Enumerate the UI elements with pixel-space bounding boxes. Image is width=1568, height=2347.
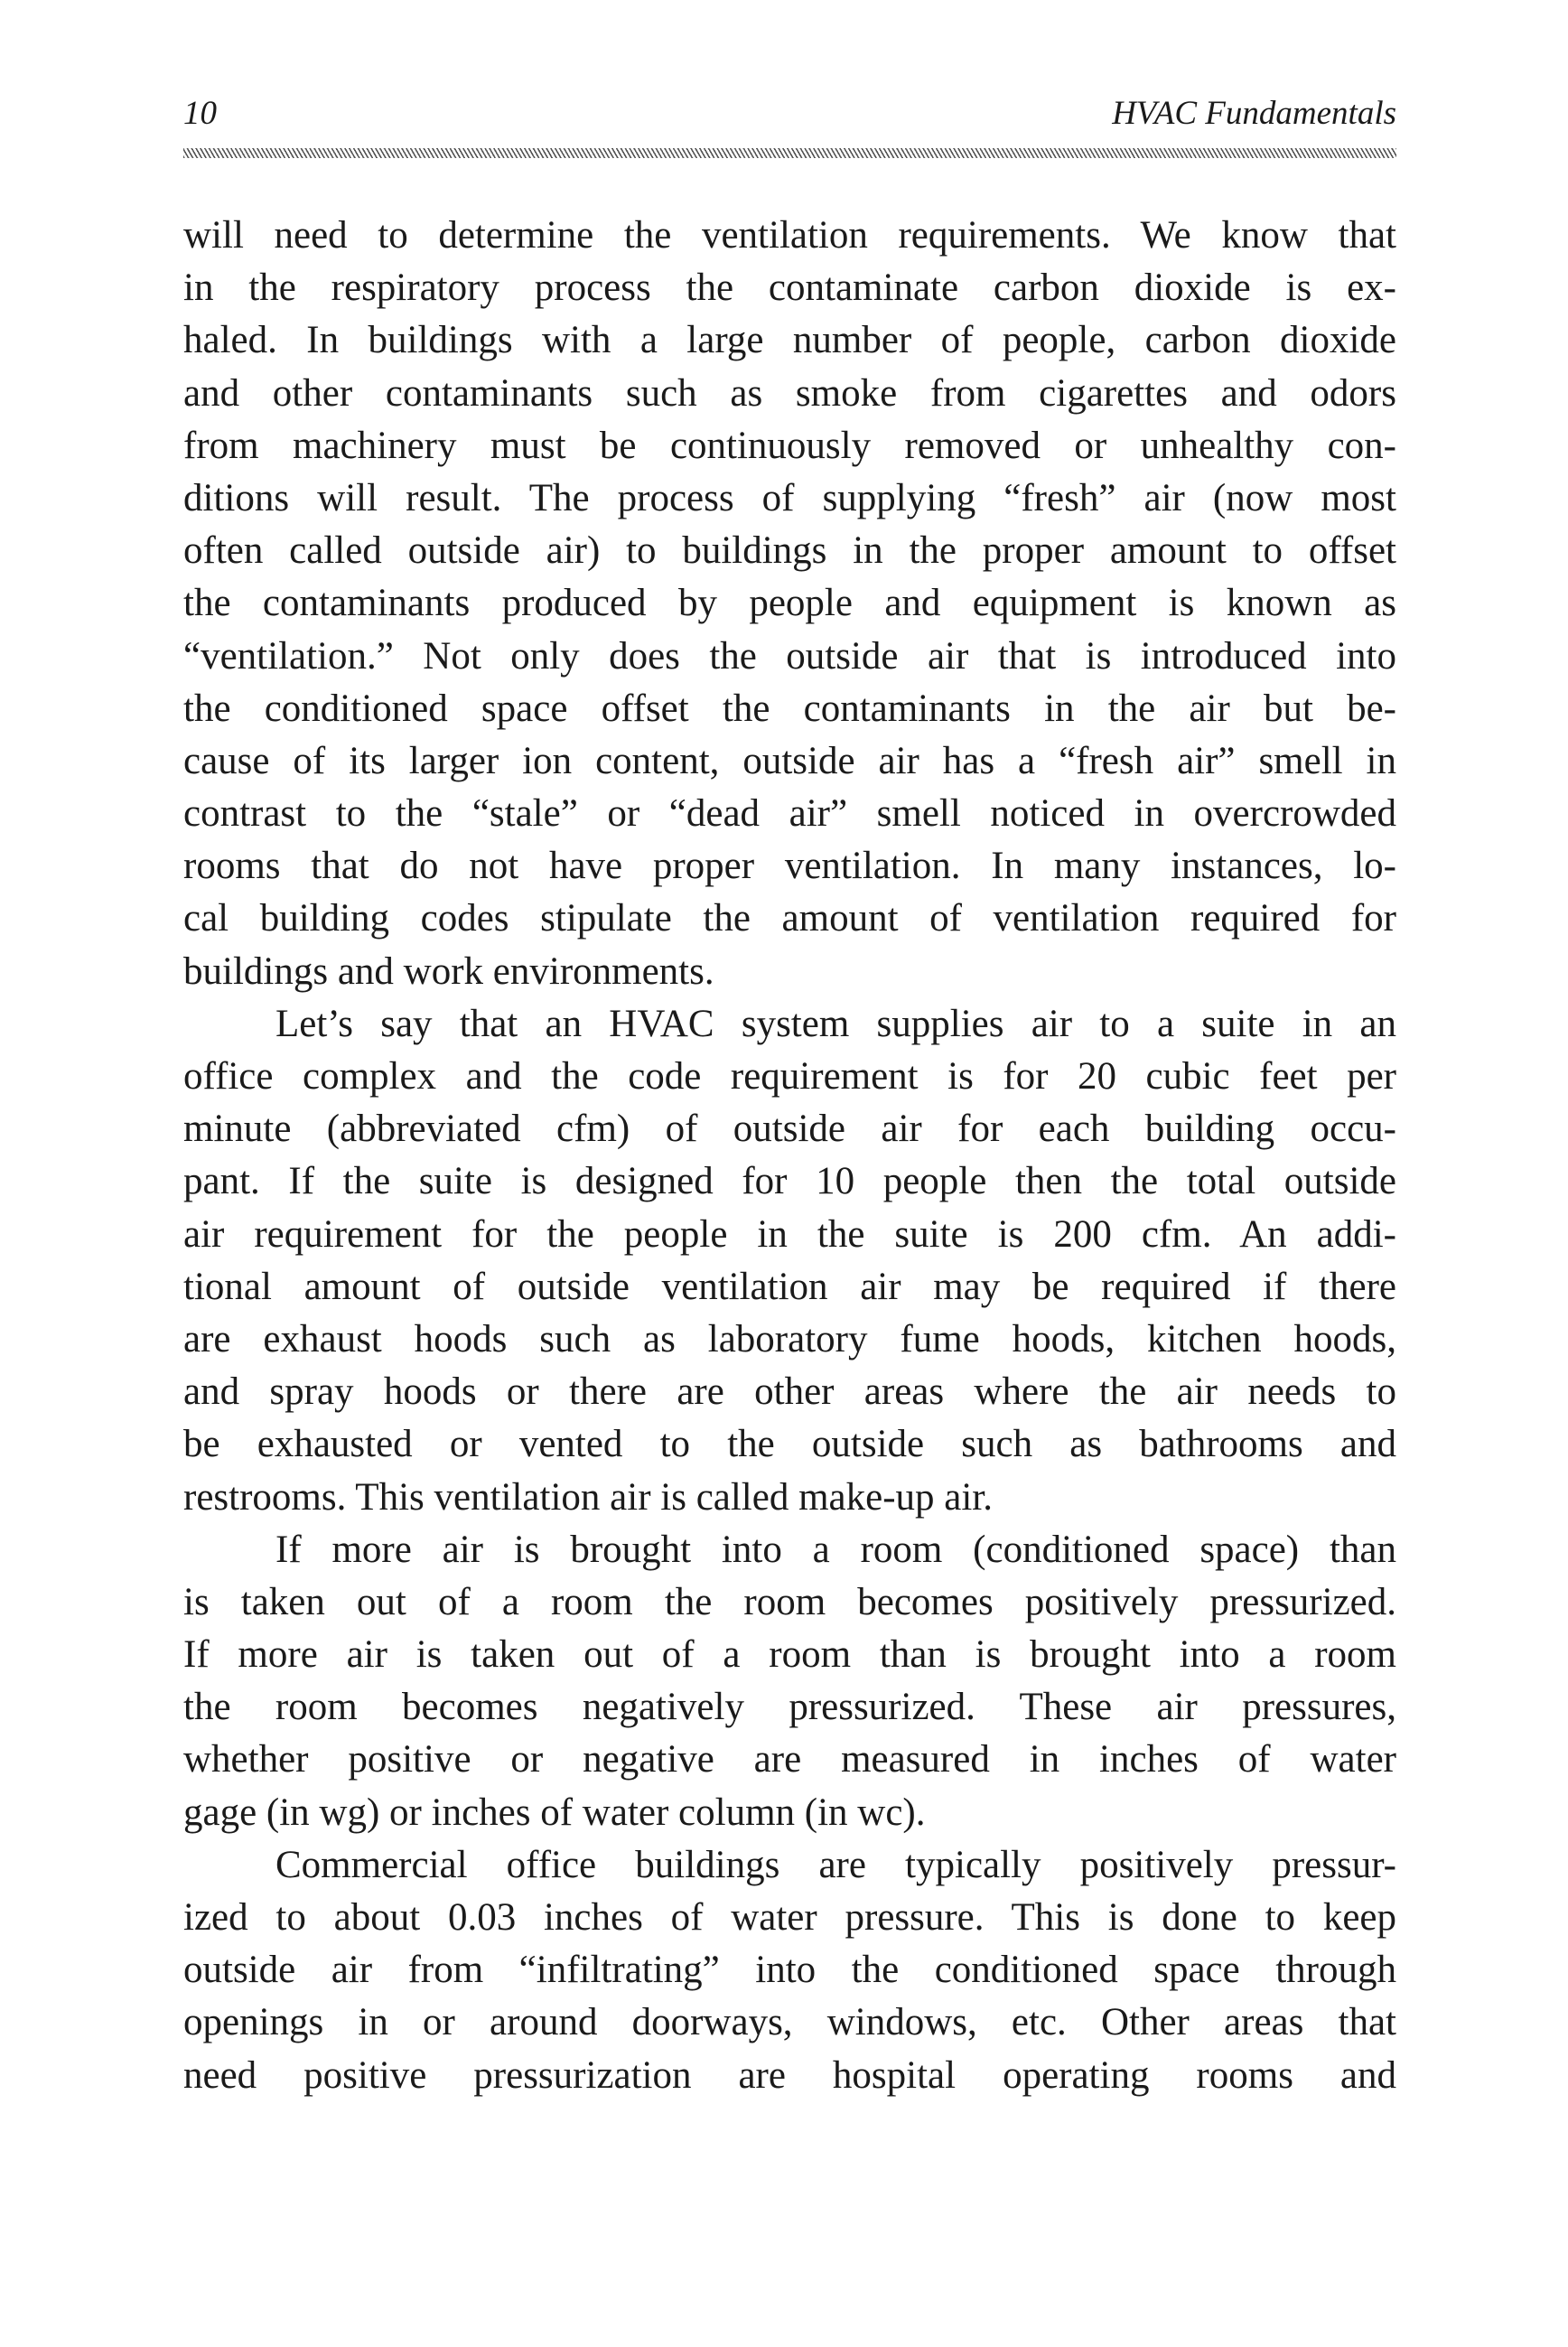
text-line: ized to about 0.03 inches of water pressure. This is done to keep	[183, 1896, 1396, 1939]
text-line: be exhausted or vented to the outside such as bathrooms and	[183, 1423, 1396, 1466]
paragraph	[183, 998, 1396, 1524]
text-line: pant. If the suite is designed for 10 people then the total outside	[183, 1160, 1396, 1203]
text-line: cause of its larger ion content, outside air has a “fresh air” smell in	[183, 739, 1396, 782]
text-line: the room becomes negatively pressurized. These air pressures,	[183, 1686, 1396, 1729]
text-line: Commercial office buildings are typically positively pressur-	[275, 1843, 1396, 1886]
text-line: is taken out of a room the room becomes positively pressurized.	[183, 1580, 1396, 1623]
text-line: need positive pressurization are hospital operating rooms and	[183, 2053, 1396, 2097]
text-line: If more air is taken out of a room than is brought into a room	[183, 1633, 1396, 1677]
text-line: whether positive or negative are measured in inches of water	[183, 1738, 1396, 1781]
running-title: HVAC Fundamentals	[1112, 95, 1396, 132]
text-line: openings in or around doorways, windows, etc. Other areas that	[183, 2001, 1396, 2044]
text-line: haled. In buildings with a large number of people, carbon dioxide	[183, 319, 1396, 362]
text-line: outside air from “infiltrating” into the conditioned space through	[183, 1949, 1396, 1992]
text-line: ditions will result. The process of supplying “fresh” air (now most	[183, 476, 1396, 519]
text-line: air requirement for the people in the suite is 200 cfm. An addi-	[183, 1212, 1396, 1256]
paragraph	[183, 1839, 1396, 2102]
running-header	[183, 94, 1396, 139]
text-line: and other contaminants such as smoke from cigarettes and odors	[183, 371, 1396, 415]
text-line: contrast to the “stale” or “dead air” smell noticed in overcrowded	[183, 792, 1396, 836]
paragraph	[183, 1524, 1396, 1839]
text-line: If more air is brought into a room (conditioned space) than	[275, 1528, 1396, 1571]
text-line: “ventilation.” Not only does the outside air that is introduced into	[183, 634, 1396, 678]
text-line: often called outside air) to buildings in the proper amount to offset	[183, 529, 1396, 573]
text-line: the conditioned space offset the contaminants in the air but be-	[183, 687, 1396, 730]
text-line: gage (in wg) or inches of water column (in wc).	[183, 1791, 926, 1834]
text-line: rooms that do not have proper ventilation. In many instances, lo-	[183, 845, 1396, 888]
text-line: tional amount of outside ventilation air may be required if there	[183, 1265, 1396, 1308]
text-line: from machinery must be continuously removed or unhealthy con-	[183, 424, 1396, 467]
text-line: will need to determine the ventilation requirements. We know that	[183, 214, 1396, 257]
text-line: restrooms. This ventilation air is called make-up air.	[183, 1475, 994, 1519]
text-line: cal building codes stipulate the amount of ventilation required for	[183, 897, 1396, 940]
page-number: 10	[183, 95, 217, 132]
text-line: and spray hoods or there are other areas where the air needs to	[183, 1370, 1396, 1414]
text-line: buildings and work environments.	[183, 949, 714, 993]
text-line: Let’s say that an HVAC system supplies air to a suite in an	[275, 1002, 1396, 1045]
text-line: in the respiratory process the contaminate carbon dioxide is ex-	[183, 266, 1396, 310]
text-line: the contaminants produced by people and equipment is known as	[183, 582, 1396, 625]
header-rule	[183, 148, 1396, 158]
text-line: minute (abbreviated cfm) of outside air for each building occu-	[183, 1108, 1396, 1151]
paragraph	[183, 210, 1396, 998]
text-line: are exhaust hoods such as laboratory fume hoods, kitchen hoods,	[183, 1317, 1396, 1361]
body-text	[183, 210, 1396, 2102]
text-line: office complex and the code requirement is for 20 cubic feet per	[183, 1055, 1396, 1098]
